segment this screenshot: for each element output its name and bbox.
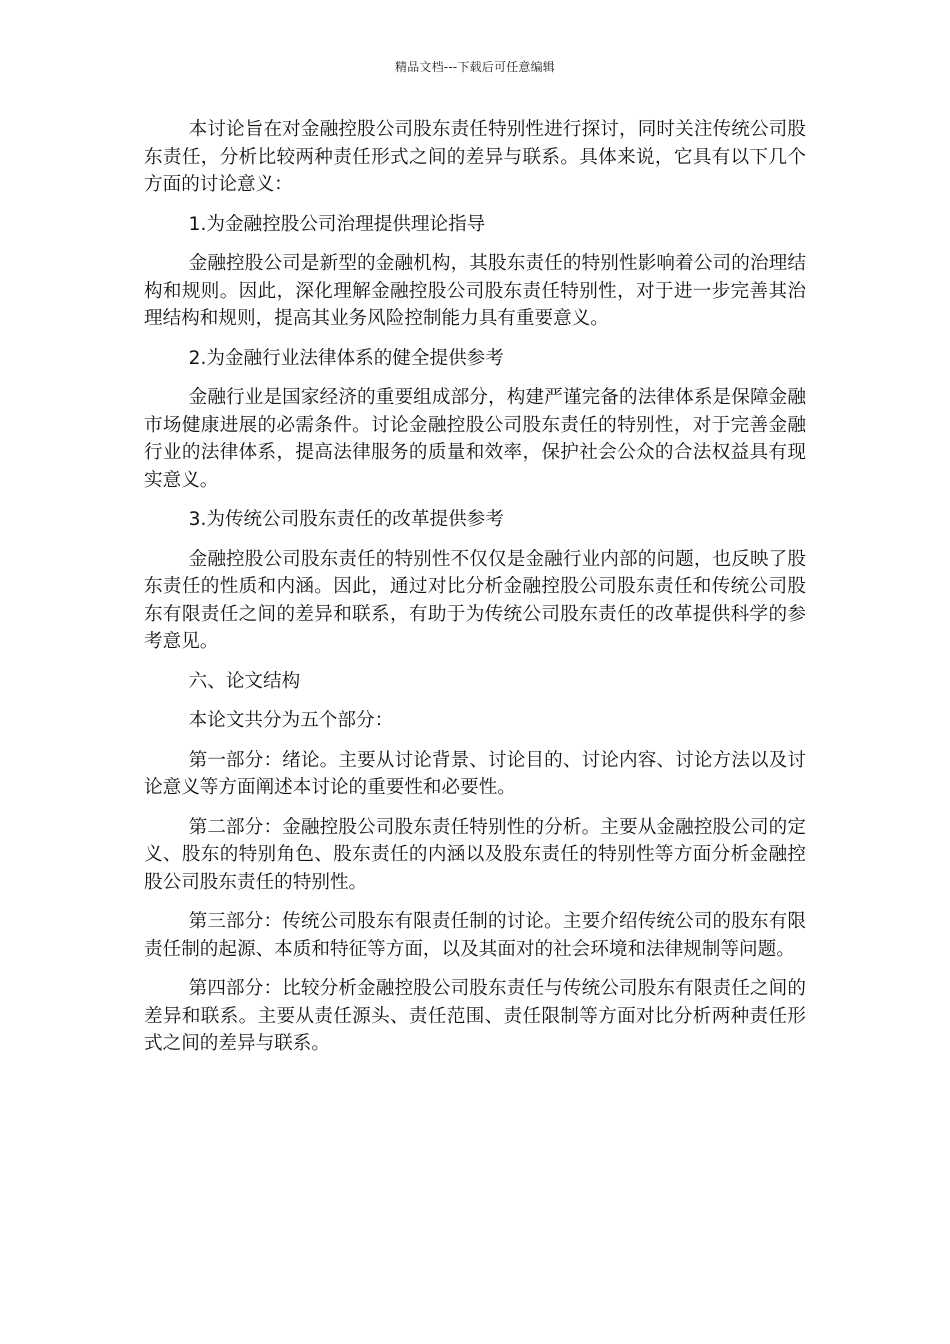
paragraph-point-3: 金融控股公司股东责任的特别性不仅仅是金融行业内部的问题，也反映了股东责任的性质和内涵。因此，通过对比分析金融控股公司股东责任和传统公司股东有限责任之间的差异和联系，有助于为传统公司股东责任的改革提供科学的参考意见。	[144, 548, 806, 652]
paragraph-part-4: 第四部分：比较分析金融控股公司股东责任与传统公司股东有限责任之间的差异和联系。主要从责任源头、责任范围、责任限制等方面对比分析两种责任形式之间的差异与联系。	[144, 978, 806, 1054]
heading-point-3: 3.为传统公司股东责任的改革提供参考	[188, 509, 504, 530]
paragraph-part-2: 第二部分：金融控股公司股东责任特别性的分析。主要从金融控股公司的定义、股东的特别角色、股东责任的内涵以及股东责任的特别性等方面分析金融控股公司股东责任的特别性。	[144, 816, 806, 893]
paragraph-intro: 本讨论旨在对金融控股公司股东责任特别性进行探讨，同时关注传统公司股东责任，分析比较两种责任形式之间的差异与联系。具体来说，它具有以下几个方面的讨论意义：	[144, 119, 806, 195]
paragraph-point-2: 金融行业是国家经济的重要组成部分，构建严谨完备的法律体系是保障金融市场健康进展的必需条件。讨论金融控股公司股东责任的特别性，对于完善金融行业的法律体系，提高法律服务的质量和效率，保护社会公众的合法权益具有现实意义。	[144, 387, 806, 491]
paragraph-part-1: 第一部分：绪论。主要从讨论背景、讨论目的、讨论内容、讨论方法以及讨论意义等方面阐述本讨论的重要性和必要性。	[144, 749, 806, 798]
heading-point-1: 1.为金融控股公司治理提供理论指导	[188, 213, 486, 235]
document-body	[144, 116, 806, 1070]
heading-point-2: 2.为金融行业法律体系的健全提供参考	[188, 347, 504, 369]
paragraph-point-1: 金融控股公司是新型的金融机构，其股东责任的特别性影响着公司的治理结构和规则。因此，深化理解金融控股公司股东责任特别性，对于进一步完善其治理结构和规则，提高其业务风险控制能力具有重要意义。	[144, 253, 806, 329]
page-header: 精品文档---下载后可任意编辑	[395, 60, 555, 74]
paragraph-structure-intro: 本论文共分为五个部分：	[188, 710, 394, 731]
section-heading-structure: 六、论文结构	[188, 670, 301, 692]
paragraph-part-3: 第三部分：传统公司股东有限责任制的讨论。主要介绍传统公司的股东有限责任制的起源、本质和特征等方面，以及其面对的社会环境和法律规制等问题。	[144, 911, 806, 960]
